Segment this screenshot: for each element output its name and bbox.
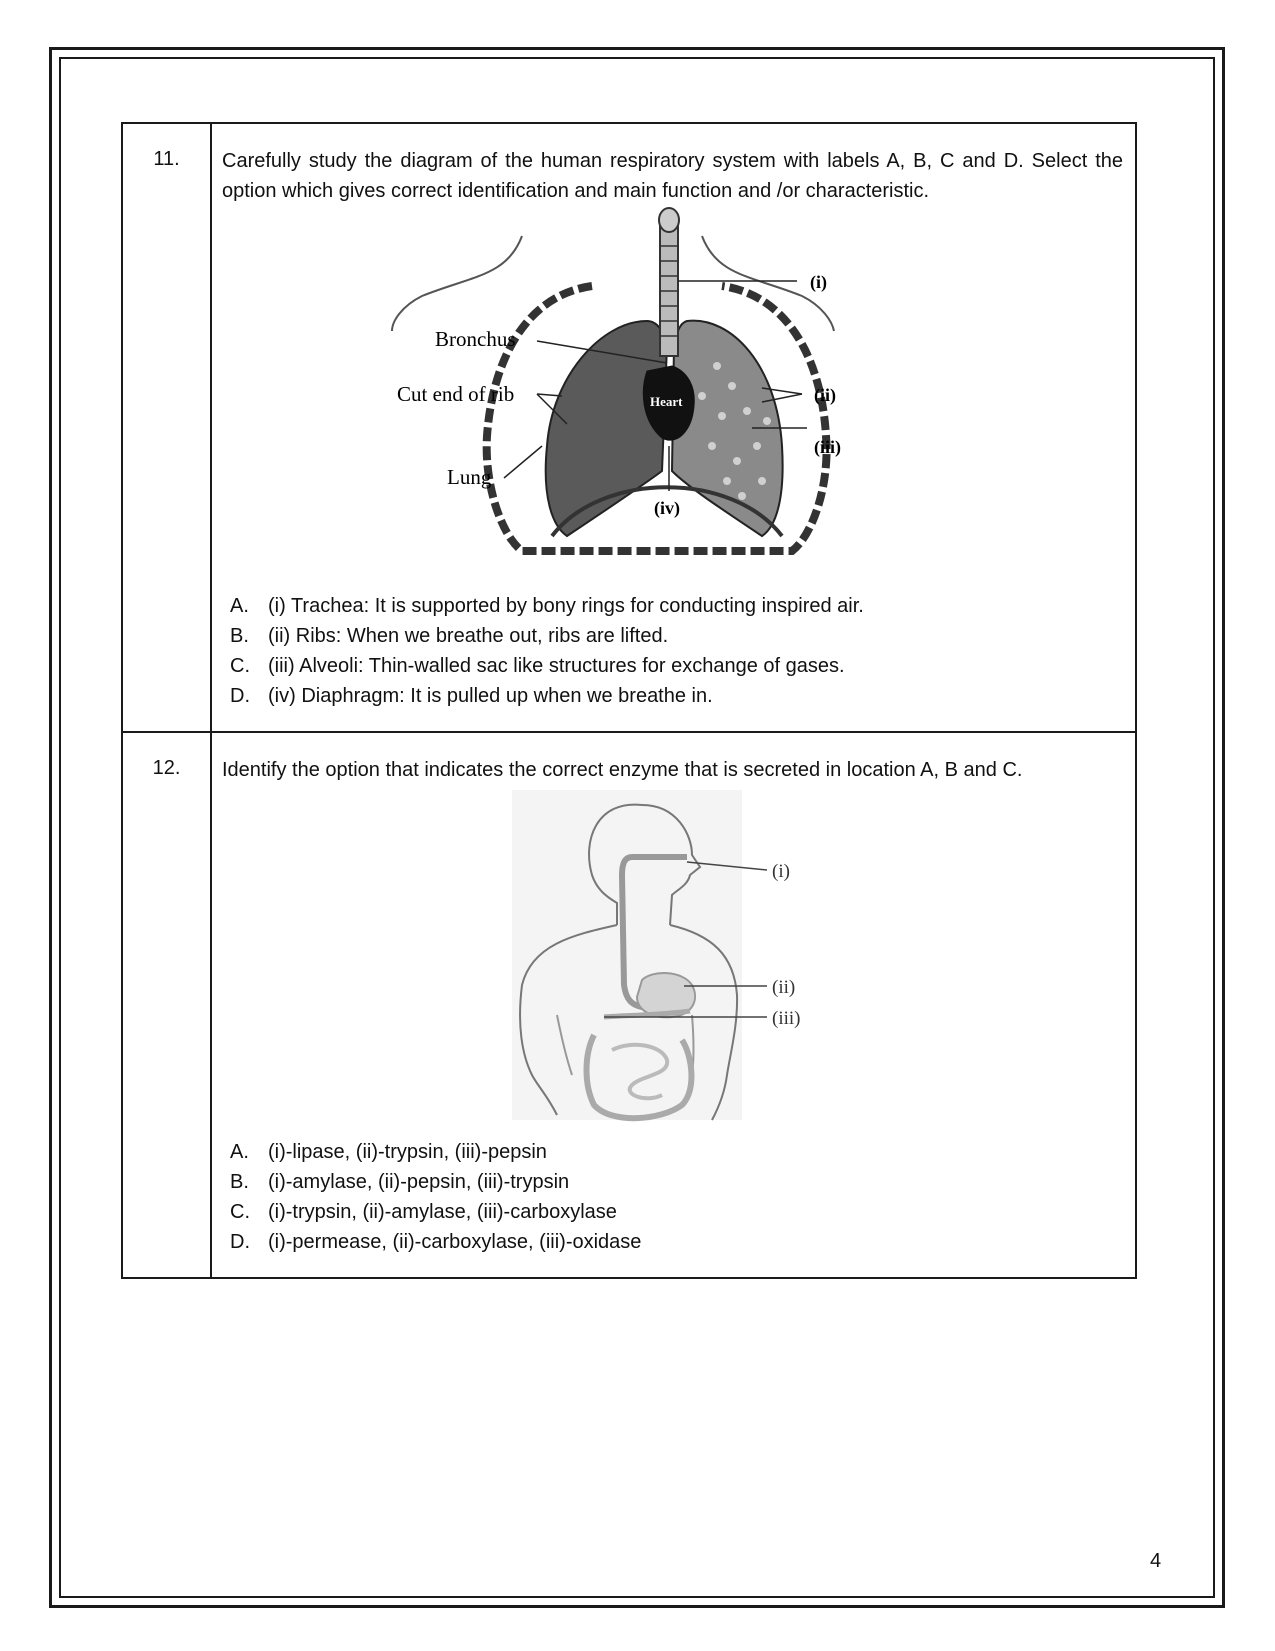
option-a[interactable] [230, 591, 1123, 621]
option-text: (i)-trypsin, (ii)-amylase, (iii)-carboxylase [268, 1201, 617, 1223]
question-row-11 [122, 123, 1136, 732]
label-iii: (iii) [772, 1008, 801, 1029]
heart-label: Heart [650, 394, 683, 409]
label-ii: (ii) [814, 385, 836, 405]
label-cut-end-of-rib: Cut end of rib [397, 382, 515, 406]
respiratory-diagram-svg [222, 206, 1212, 591]
label-lung: Lung [447, 465, 492, 489]
option-b[interactable] [230, 621, 1123, 651]
option-text: (ii) Ribs: When we breathe out, ribs are lifted. [268, 625, 669, 647]
option-d[interactable] [230, 1227, 1123, 1257]
option-a[interactable] [230, 1137, 1123, 1167]
option-text: (i)-amylase, (ii)-pepsin, (iii)-trypsin [268, 1171, 570, 1193]
option-text: (iii) Alveoli: Thin-walled sac like structures for exchange of gases. [268, 655, 845, 677]
page-number: 4 [1150, 1550, 1162, 1572]
option-c[interactable] [230, 651, 1123, 681]
option-list [222, 591, 1123, 711]
label-iii: (iii) [814, 437, 841, 457]
question-body [211, 732, 1136, 1278]
option-list [222, 1137, 1123, 1257]
option-text: (iv) Diaphragm: It is pulled up when we breathe in. [268, 685, 713, 707]
digestive-system-diagram [222, 785, 1123, 1137]
option-letter: C. [230, 655, 250, 677]
option-text: (i) Trachea: It is supported by bony rings for conducting inspired air. [268, 595, 864, 617]
option-letter: B. [230, 625, 249, 647]
option-letter: D. [230, 685, 250, 707]
option-letter: A. [230, 1141, 249, 1163]
respiratory-system-diagram [222, 206, 1123, 591]
digestive-diagram-svg [222, 785, 1212, 1137]
option-text: (i)-permease, (ii)-carboxylase, (iii)-oxidase [268, 1231, 642, 1253]
option-b[interactable] [230, 1167, 1123, 1197]
option-letter: D. [230, 1231, 250, 1253]
question-number: 11. [122, 123, 211, 732]
question-row-12 [122, 732, 1136, 1278]
label-i: (i) [772, 861, 790, 882]
label-bronchus: Bronchus [435, 327, 516, 351]
question-number: 12. [122, 732, 211, 1278]
label-iv: (iv) [654, 498, 680, 518]
option-letter: B. [230, 1171, 249, 1193]
option-d[interactable] [230, 681, 1123, 711]
question-table [121, 122, 1137, 1279]
question-text: Identify the option that indicates the correct enzyme that is secreted in location A, B and C. [222, 759, 1023, 781]
label-i: (i) [810, 272, 827, 292]
option-letter: C. [230, 1201, 250, 1223]
label-ii: (ii) [772, 977, 796, 998]
question-text: Carefully study the diagram of the human respiratory system with labels A, B, C and D. Select the option which gives correct identification and main function and /or characteristic. [222, 150, 1123, 202]
option-c[interactable] [230, 1197, 1123, 1227]
option-letter: A. [230, 595, 249, 617]
question-body [211, 123, 1136, 732]
option-text: (i)-lipase, (ii)-trypsin, (iii)-pepsin [268, 1141, 547, 1163]
